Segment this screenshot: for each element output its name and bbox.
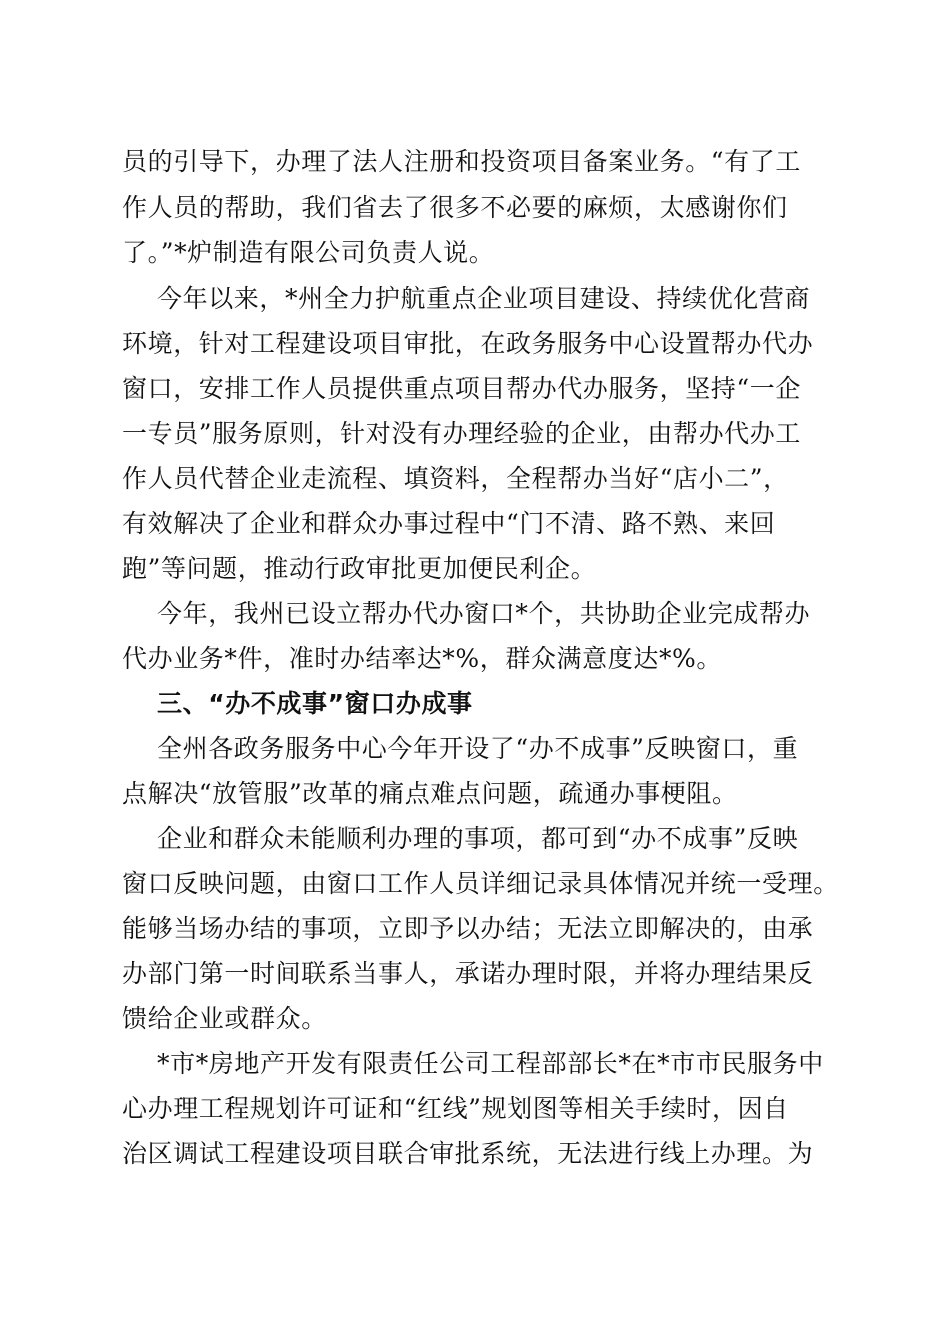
paragraph-line: 心办理工程规划许可证和“红线”规划图等相关手续时，因自: [122, 1094, 789, 1123]
paragraph-line: 作人员的帮助，我们省去了很多不必要的麻烦，太感谢你们: [122, 193, 788, 222]
paragraph-line: 今年以来，*州全力护航重点企业项目建设、持续优化营商: [157, 284, 811, 313]
paragraph-line: 全州各政务服务中心今年开设了“办不成事”反映窗口，重: [157, 734, 799, 763]
paragraph-line: 今年，我州已设立帮办代办窗口*个，共协助企业完成帮办: [157, 599, 811, 628]
paragraph-line: *市*房地产开发有限责任公司工程部部长*在*市市民服务中: [157, 1049, 824, 1078]
paragraph-line: 环境，针对工程建设项目审批，在政务服务中心设置帮办代办: [122, 329, 814, 358]
paragraph-line: 企业和群众未能顺利办理的事项，都可到“办不成事”反映: [157, 824, 799, 853]
paragraph-line: 能够当场办结的事项，立即予以办结；无法立即解决的，由承: [122, 914, 814, 943]
paragraph-line: 治区调试工程建设项目联合审批系统，无法进行线上办理。为: [122, 1139, 814, 1168]
paragraph-line: 跑”等问题，推动行政审批更加便民利企。: [122, 554, 597, 583]
paragraph-line: 了。”*炉制造有限公司负责人说。: [122, 238, 495, 267]
section-heading: 三、“办不成事”窗口办成事: [157, 689, 473, 718]
paragraph-line: 员的引导下，办理了法人注册和投资项目备案业务。“有了工: [122, 147, 801, 176]
paragraph-line: 馈给企业或群众。: [122, 1004, 327, 1033]
paragraph-line: 代办业务*件，准时办结率达*%，群众满意度达*%。: [122, 644, 723, 673]
paragraph-line: 有效解决了企业和群众办事过程中“门不清、路不熟、来回: [122, 509, 776, 538]
paragraph-line: 点解决“放管服”改革的痛点难点问题，疏通办事梗阻。: [122, 779, 738, 808]
paragraph-line: 窗口反映问题，由窗口工作人员详细记录具体情况并统一受理。: [122, 869, 839, 898]
paragraph-line: 办部门第一时间联系当事人，承诺办理时限，并将办理结果反: [122, 959, 814, 988]
paragraph-line: 一专员”服务原则，针对没有办理经验的企业，由帮办代办工: [122, 419, 801, 448]
paragraph-line: 作人员代替企业走流程、填资料，全程帮办当好“店小二”，: [122, 464, 789, 493]
paragraph-line: 窗口，安排工作人员提供重点项目帮办代办服务，坚持“一企: [122, 374, 801, 403]
